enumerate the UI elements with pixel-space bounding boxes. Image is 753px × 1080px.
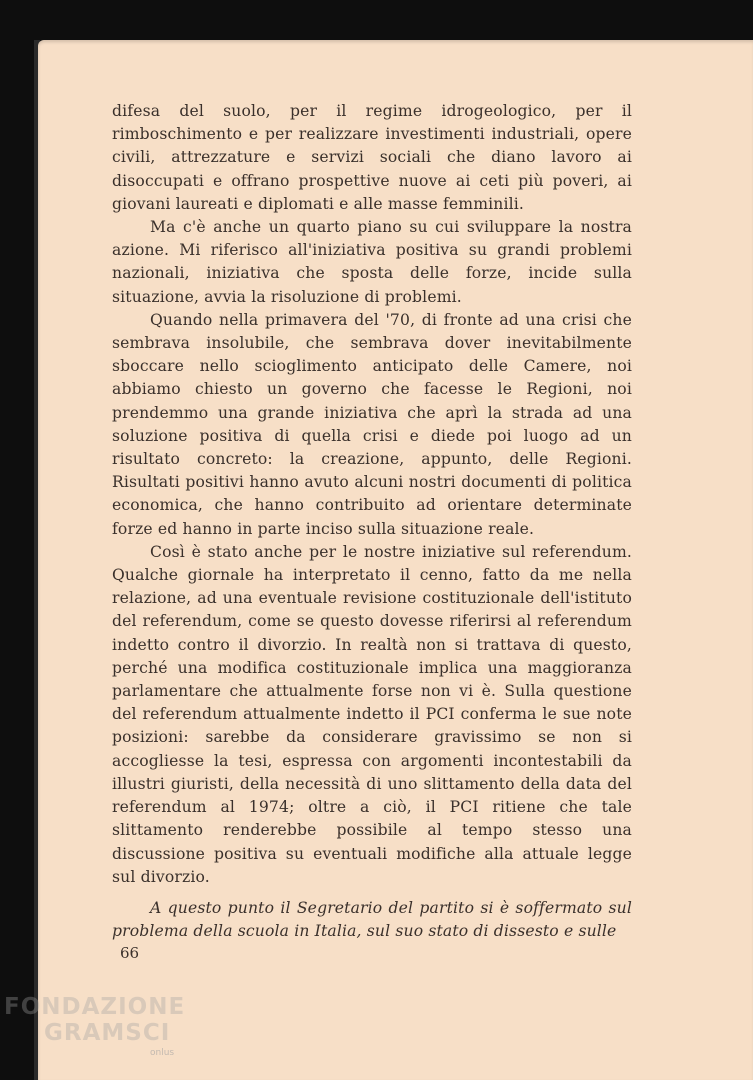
watermark-line1: FONDAZIONE <box>4 994 186 1020</box>
watermark-sub: onlus <box>150 1048 175 1058</box>
watermark-logo <box>4 994 185 1046</box>
watermark-line2: GRAMSCI <box>44 1020 171 1046</box>
paragraph-2: Ma c'è anche un quarto piano su cui sviluppare la nostra azione. Mi riferisco all'iniziativa positiva su grandi problemi nazionali, iniziativa che sposta delle forze, incide sulla situazione, avvia la risoluzione di problemi. <box>112 218 632 306</box>
paragraph-3: Quando nella primavera del '70, di fronte ad una crisi che sembrava insolubile, che sembrava dover inevitabilmente sboccare nello scioglimento anticipato delle Camere, noi abbiamo chiesto un governo che facesse le Regioni, noi prendemmo una grande iniziativa che aprì la strada ad una soluzione positiva di quella crisi e diede poi luogo ad un risultato concreto: la creazione, appunto, delle Regioni. Risultati positivi hanno avuto alcuni nostri documenti di politica economica, che hanno contribuito ad orientare determinate forze ed hanno in parte inciso sulla situazione reale. <box>112 310 632 538</box>
body-text <box>112 100 632 943</box>
page-number: 66 <box>120 944 140 962</box>
paragraph-1: difesa del suolo, per il regime idrogeologico, per il rimboschimento e per realizzare investimenti industriali, opere civili, attrezzature e servizi sociali che diano lavoro ai disoccupati e offrano prospettive nuove ai ceti più poveri, ai giovani laureati e diplomati e alle masse femminili. <box>112 102 632 213</box>
italic-paragraph: A questo punto il Segretario del partito si è soffermato sul problema della scuola in Italia, sul suo stato di dissesto e sulle <box>112 898 632 941</box>
paragraph-4: Così è stato anche per le nostre iniziative sul referendum. Qualche giornale ha interpretato il cenno, fatto da me nella relazione, ad una eventuale revisione costituzionale dell'istituto del referendum, come se questo dovesse riferirsi al referendum indetto contro il divorzio. In realtà non si trattava di questo, perché una modifica costituzionale implica una maggioranza parlamentare che attualmente forse non vi è. Sulla questione del referendum attualmente indetto il PCI conferma le sue note posizioni: sarebbe da considerare gravissimo se non si accogliesse la tesi, espressa con argomenti incontestabili da illustri giuristi, della necessità di uno slittamento della data del referendum al 1974; oltre a ciò, il PCI ritiene che tale slittamento renderebbe possibile al tempo stesso una discussione positiva su eventuali modifiche alla attuale legge sul divorzio. <box>112 542 632 886</box>
